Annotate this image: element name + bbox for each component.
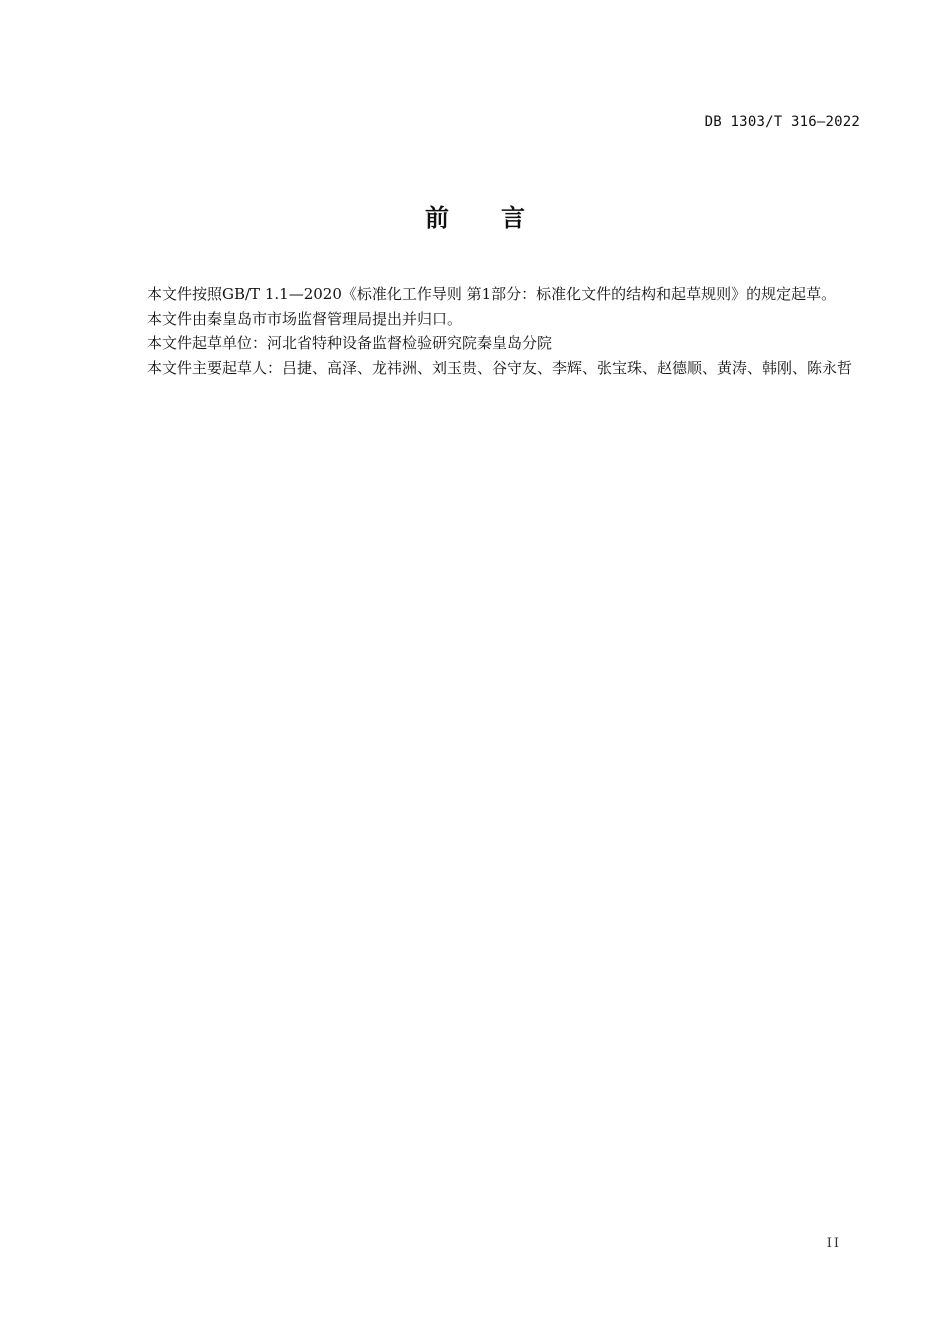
page-title: 前言	[425, 204, 577, 232]
paragraph-proposer: 本文件由秦皇岛市市场监督管理局提出并归口。	[147, 309, 463, 328]
foreword-body	[113, 282, 860, 380]
paragraph-drafting-unit: 本文件起草单位：河北省特种设备监督检验研究院秦皇岛分院	[147, 334, 553, 352]
document-code: DB 1303/T 316—2022	[704, 114, 860, 130]
page-number: II	[826, 1236, 841, 1251]
paragraph-drafting-basis: 本文件按照GB/T 1.1—2020《标准化工作导则 第1部分：标准化文件的结构和起草规则》的规定起草。	[147, 285, 837, 303]
paragraph-drafters: 本文件主要起草人：吕捷、高泽、龙祎洲、刘玉贵、谷守友、李辉、张宝珠、赵德顺、黄涛、韩刚、陈永哲	[147, 358, 853, 377]
